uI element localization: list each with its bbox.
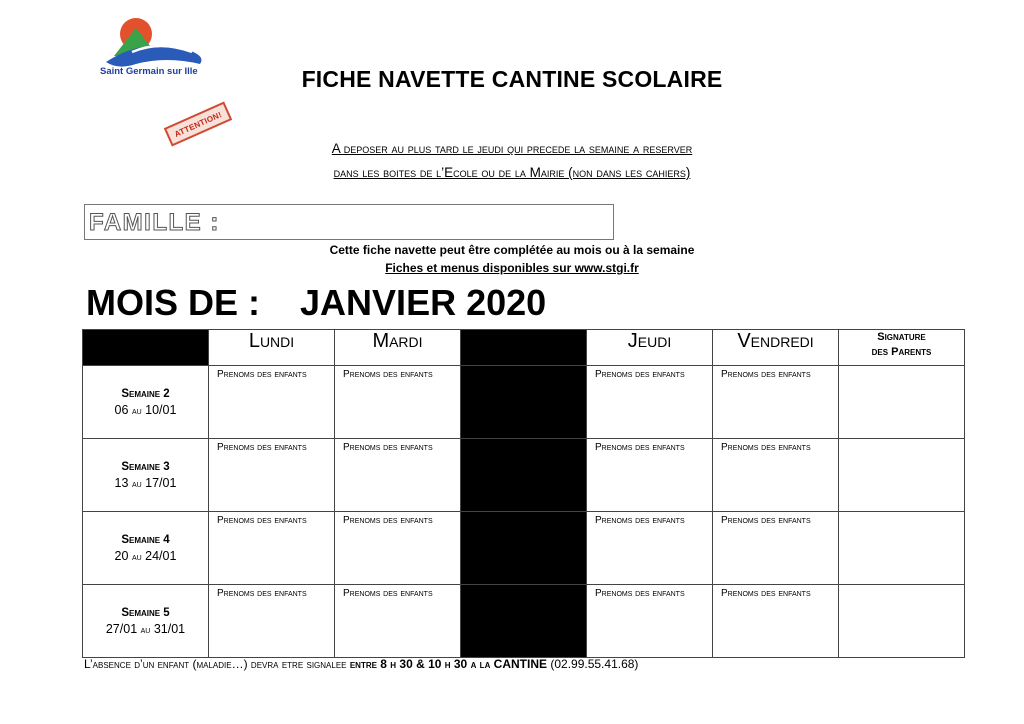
week-from: 27/01 [105,621,138,636]
week-to: 31/01 [153,621,186,636]
cell-lundi[interactable]: Prenoms des enfants [209,585,335,658]
cell-mercredi-blocked [461,512,587,585]
week-to: 10/01 [145,402,177,417]
cell-jeudi[interactable]: Prenoms des enfants [587,439,713,512]
week-name: Semaine 2 [121,387,170,400]
table-row [83,512,965,585]
table-row [83,366,965,439]
logo-text: Saint Germain sur Ille [100,66,198,77]
completion-note: Cette fiche navette peut être complétée au mois ou à la semaine [329,243,695,257]
cell-vendredi[interactable]: Prenoms des enfants [713,585,839,658]
week-dates [83,549,208,563]
table-row [83,585,965,658]
corner-cell [83,330,209,366]
table-header-row [83,330,965,366]
cell-signature[interactable] [839,585,965,658]
cell-mercredi-blocked [461,585,587,658]
week-cell [83,512,209,585]
week-cell [83,366,209,439]
week-au: au [131,551,142,563]
famille-label: FAMILLE : [89,209,220,236]
week-from: 06 [114,402,129,417]
cell-mardi[interactable]: Prenoms des enfants [335,366,461,439]
week-au: au [131,478,142,490]
cell-mardi[interactable]: Prenoms des enfants [335,439,461,512]
cell-mardi[interactable]: Prenoms des enfants [335,585,461,658]
header-lundi: Lundi [209,330,335,366]
cell-mercredi-blocked [461,366,587,439]
cell-vendredi[interactable]: Prenoms des enfants [713,512,839,585]
header-mercredi-blocked [461,330,587,366]
cell-jeudi[interactable]: Prenoms des enfants [587,366,713,439]
week-au: au [131,405,142,417]
notice-line-2: dans les boites de l’Ecole ou de la Mairie (non dans les cahiers) [333,165,691,180]
week-from: 20 [114,548,129,563]
cell-lundi[interactable]: Prenoms des enfants [209,512,335,585]
week-au: au [140,624,151,636]
month-heading [86,282,546,324]
header-signature [839,330,965,366]
cell-lundi[interactable]: Prenoms des enfants [209,439,335,512]
footer-part-3: (02.99.55.41.68) [547,657,639,671]
footer-note [84,657,638,671]
cell-jeudi[interactable]: Prenoms des enfants [587,585,713,658]
footer-part-1: L’absence d’un enfant (maladie…) devra etre signalee [84,657,350,671]
cell-mardi[interactable]: Prenoms des enfants [335,512,461,585]
famille-field[interactable] [84,204,614,240]
week-dates [83,476,208,490]
table-row [83,439,965,512]
cell-signature[interactable] [839,366,965,439]
signature-line-1: Signature [877,331,926,343]
reservation-table [82,329,965,658]
header-jeudi: Jeudi [587,330,713,366]
week-name: Semaine 3 [121,460,170,473]
week-name: Semaine 4 [121,533,170,546]
cell-vendredi[interactable]: Prenoms des enfants [713,366,839,439]
week-to: 24/01 [145,548,177,563]
header-vendredi: Vendredi [713,330,839,366]
cell-jeudi[interactable]: Prenoms des enfants [587,512,713,585]
month-label: MOIS DE : [86,282,261,323]
signature-line-2: des Parents [871,346,932,358]
cell-lundi[interactable]: Prenoms des enfants [209,366,335,439]
week-dates [83,622,208,636]
cell-vendredi[interactable]: Prenoms des enfants [713,439,839,512]
header-mardi: Mardi [335,330,461,366]
week-dates [83,403,208,417]
cell-signature[interactable] [839,512,965,585]
page-title: FICHE NAVETTE CANTINE SCOLAIRE [301,66,723,92]
week-cell [83,585,209,658]
week-name: Semaine 5 [121,606,170,619]
attention-stamp [164,101,232,146]
month-value: JANVIER 2020 [300,282,547,323]
cell-mercredi-blocked [461,439,587,512]
notice-line-1: A deposer au plus tard le jeudi qui precede la semaine a reserver [331,141,693,156]
attention-stamp-text: ATTENTION! [172,109,224,139]
website-note: Fiches et menus disponibles sur www.stgi.fr [385,261,639,275]
week-from: 13 [114,475,129,490]
cell-signature[interactable] [839,439,965,512]
week-to: 17/01 [145,475,177,490]
footer-part-2: entre 8 h 30 & 10 h 30 a la CANTINE [349,657,548,671]
week-cell [83,439,209,512]
